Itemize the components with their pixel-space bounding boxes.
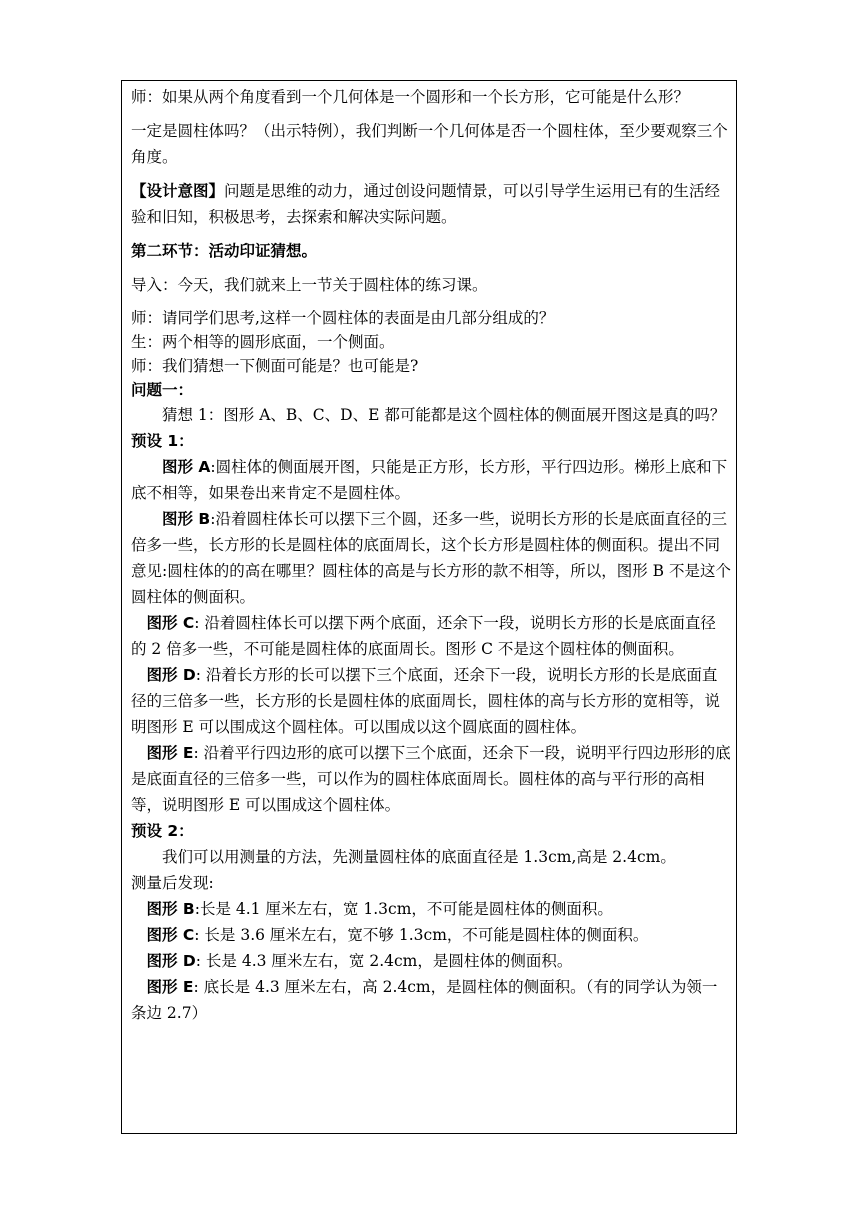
figure-c-label: 图形 C [146,614,195,632]
figure-d-label: 图形 D [146,666,196,684]
measure-figure-b-text: :长是 4.1 厘米左右，宽 1.3cm，不可能是圆柱体的侧面积。 [194,900,613,918]
measure-figure-c [131,922,731,948]
question-one-heading: 问题一： [131,381,194,399]
preset-two-heading: 预设 2： [131,822,194,840]
figure-b-paragraph [131,506,731,610]
figure-e-label: 图形 E [146,744,194,762]
student-answer-paragraph: 生：两个相等的圆形底面，一个侧面。 [131,333,395,351]
measure-figure-d-text: : 长是 4.3 厘米左右，宽 2.4cm，是圆柱体的侧面积。 [195,952,573,970]
figure-c-text: : 沿着圆柱体长可以摆下两个底面，还余下一段，说明长方形的长是底面直径的 2 倍多一些，不可能是圆柱体的底面周长。图形 C 不是这个圆柱体的侧面积。 [131,614,716,658]
figure-d-paragraph [131,662,731,740]
figure-a-text: :圆柱体的侧面展开图，只能是正方形，长方形，平行四边形。梯形上底和下底不相等，如果卷出来肯定不是圆柱体。 [131,458,728,502]
intro-paragraph: 导入：今天，我们就来上一节关于圆柱体的练习课。 [131,276,488,294]
figure-e-paragraph [131,740,731,818]
figure-a-paragraph [131,454,731,506]
teacher-question-paragraph: 师：如果从两个角度看到一个几何体是一个圆形和一个长方形，它可能是什么形？ [131,88,690,106]
section-heading: 第二环节：活动印证猜想。 [131,242,318,260]
measure-figure-e-label: 图形 E [146,978,194,996]
measure-figure-c-text: : 长是 3.6 厘米左右，宽不够 1.3cm，不可能是圆柱体的侧面积。 [194,926,649,944]
measure-figure-e-text: : 底长是 4.3 厘米左右，高 2.4cm，是圆柱体的侧面积。（有的同学认为领一条边 2.7） [131,978,718,1022]
measurement-paragraph: 我们可以用测量的方法，先测量圆柱体的底面直径是 1.3cm,高是 2.4cm。 [162,848,676,866]
design-intent-text: 问题是思维的动力，通过创设问题情景，可以引导学生运用已有的生活经验和旧知，积极思考，去探索和解决实际问题。 [131,182,721,226]
figure-a-label: 图形 A [162,458,211,476]
measure-figure-b [131,896,731,922]
figure-b-label: 图形 B [162,510,211,528]
design-intent-label: 【设计意图】 [131,182,225,200]
teacher-prompt-paragraph: 师：请同学们思考,这样一个圆柱体的表面是由几部分组成的？ [131,309,555,327]
measurement-result-intro: 测量后发现: [131,874,214,892]
measure-figure-d [131,948,731,974]
measure-figure-d-label: 图形 D [146,952,196,970]
measure-figure-c-label: 图形 C [146,926,195,944]
measure-figure-b-label: 图形 B [146,900,195,918]
design-intent-paragraph [131,178,731,230]
preset-one-heading: 预设 1： [131,432,194,450]
special-case-paragraph: 一定是圆柱体吗？（出示特例），我们判断一个几何体是否一个圆柱体，至少要观察三个角度。 [131,122,728,166]
hypothesis-paragraph: 猜想 1：图形 A、B、C、D、E 都可能都是这个圆柱体的侧面展开图这是真的吗？ [162,406,726,424]
figure-e-text: : 沿着平行四边形的底可以摆下三个底面，还余下一段，说明平行四边形形的底是底面直径的三倍多一些，可以作为的圆柱体底面周长。圆柱体的高与平行形的高相等，说明图形 E 可以围成这个圆柱体。 [131,744,731,814]
figure-c-paragraph [131,610,731,662]
figure-b-text: :沿着圆柱体长可以摆下三个圆，还多一些，说明长方形的长是底面直径的三倍多一些，长方形的长是圆柱体的底面周长，这个长方形是圆柱体的侧面积。提出不同意见:圆柱体的的高在哪里？圆柱体的高是与长方形的款不相等，所以，图形 B 不是这个圆柱体的侧面积。 [131,510,731,606]
measure-figure-e [131,974,731,1026]
figure-d-text: : 沿着长方形的长可以摆下三个底面，还余下一段，说明长方形的长是底面直径的三倍多一些，长方形的长是圆柱体的底面周长，圆柱体的高与长方形的宽相等，说明图形 E 可以围成这个圆柱体。可以围成以这个圆底面的圆柱体。 [131,666,721,736]
lesson-content [131,84,731,1026]
teacher-guess-paragraph: 师：我们猜想一下侧面可能是？也可能是? [131,357,419,375]
